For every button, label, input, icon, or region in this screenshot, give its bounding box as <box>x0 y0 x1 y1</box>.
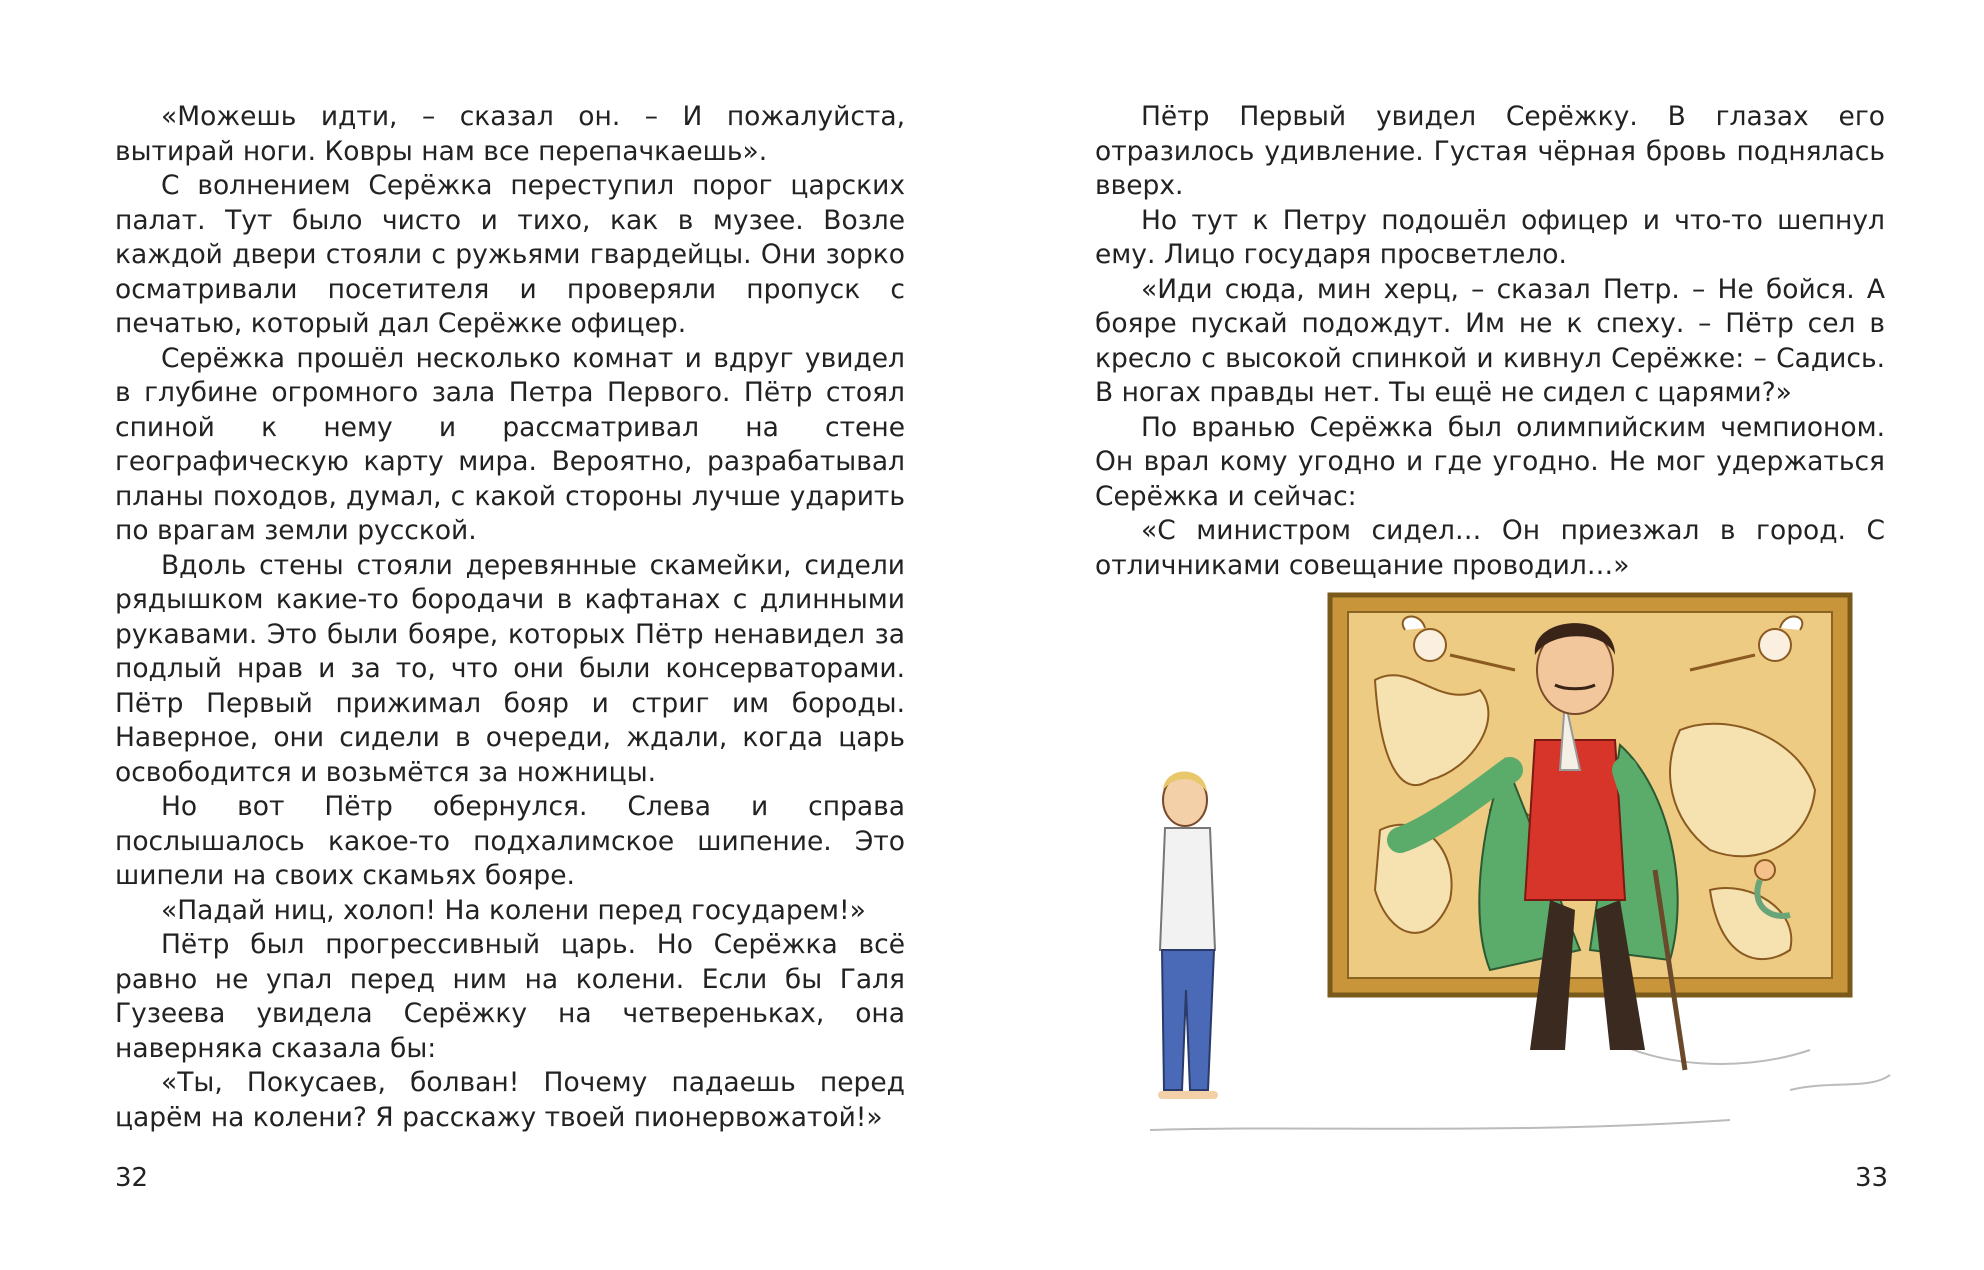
right-page <box>1095 100 1885 583</box>
paragraph: С волнением Серёжка переступил порог царских палат. Тут было чисто и тихо, как в музее. Возле каждой двери стояли с ружьями гвардейцы. Они зорко осматривали посетителя и проверяли пропуск с печатью, который дал Серёжке офицер. <box>115 170 905 339</box>
paragraph: Вдоль стены стояли деревянные скамейки, сидели рядышком какие-то бородачи в кафтанах с длинными рукавами. Это были бояре, которых Пётр ненавидел за подлый нрав и за то, что они были консерваторами. Пётр Первый прижимал бояр и стриг им бороды. Наверное, они сидели в очереди, ждали, когда царь освободится и возьмётся за ножницы. <box>115 549 905 788</box>
paragraph: «Можешь идти, – сказал он. – И пожалуйста, вытирай ноги. Ковры нам все перепачкаешь». <box>115 101 905 167</box>
paragraph: «Иди сюда, мин херц, – сказал Петр. – Не бойся. А бояре пускай подождут. Им не к спеху. – Пётр сел в кресло с высокой спинкой и кивнул Серёжке: – Садись. В ногах правды нет. Ты ещё не сидел с царями?» <box>1095 273 1885 408</box>
floor-sketch <box>1150 1040 1890 1130</box>
paragraph: «Ты, Покусаев, болван! Почему падаешь перед царём на колени? Я расскажу твоей пионервожатой!» <box>115 1067 905 1133</box>
left-page <box>115 100 905 1135</box>
paragraph: Пётр Первый увидел Серёжку. В глазах его отразилось удивление. Густая чёрная бровь поднялась вверх. <box>1095 101 1885 201</box>
page-number-left: 32 <box>115 1163 149 1193</box>
paragraph: Пётр был прогрессивный царь. Но Серёжка всё равно не упал перед ним на колени. Если бы Галя Гузеева увидела Серёжку на четвереньках, она наверняка сказала бы: <box>115 929 905 1064</box>
paragraph: Но вот Пётр обернулся. Слева и справа послышалось какое-то подхалимское шипение. Это шипели на своих скамьях бояре. <box>115 791 905 891</box>
paragraph: «С министром сидел… Он приезжал в город. С отличниками совещание проводил…» <box>1095 515 1885 581</box>
paragraph: По вранью Серёжка был олимпийским чемпионом. Он врал кому угодно и где угодно. Не мог удержаться Серёжка и сейчас: <box>1095 411 1885 512</box>
paragraph: «Падай ниц, холоп! На колени перед государем!» <box>161 894 866 926</box>
illustration-peter-and-boy <box>1110 570 1910 1150</box>
paragraph: Но тут к Петру подошёл офицер и что-то шепнул ему. Лицо государя просветлело. <box>1095 204 1885 270</box>
boy-figure <box>1160 771 1215 1095</box>
paragraph: Серёжка прошёл несколько комнат и вдруг увидел в глубине огромного зала Петра Первого. Пётр стоял спиной к нему и рассматривал на стене географическую карту мира. Вероятно, разрабатывал планы походов, думал, с какой стороны лучше ударить по врагам земли русской. <box>115 342 905 546</box>
page-number-right: 33 <box>1855 1163 1889 1193</box>
